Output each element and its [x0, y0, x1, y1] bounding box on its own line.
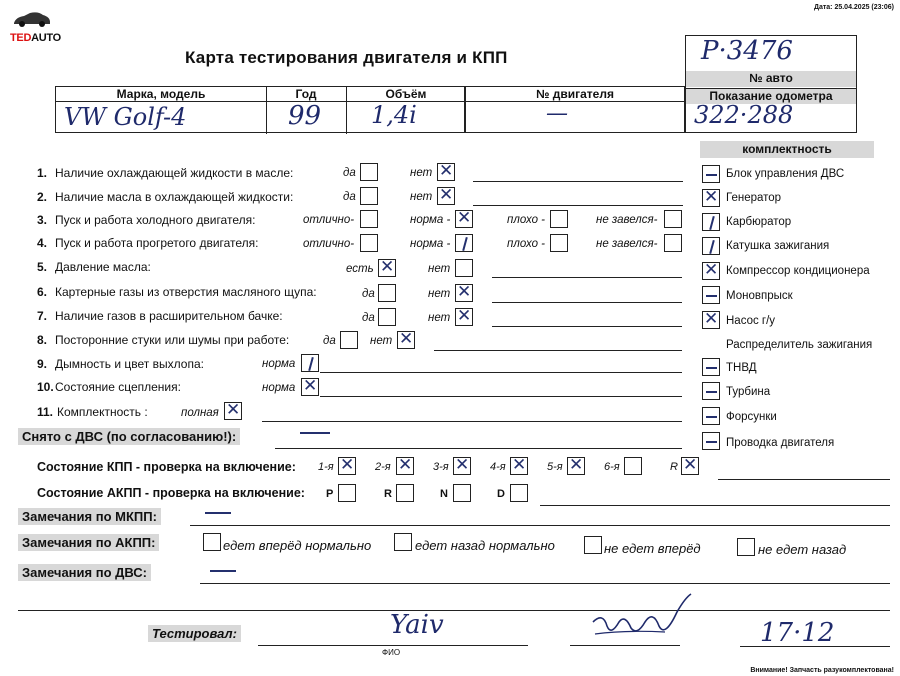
checkbox-q3-excellent[interactable] — [360, 210, 378, 228]
gear-1-checkbox[interactable] — [338, 457, 356, 475]
question-3 — [37, 213, 255, 227]
page-title: Карта тестирования двигателя и КПП — [185, 48, 508, 67]
checkbox-q5-no[interactable] — [455, 259, 473, 277]
q-num: 11. — [37, 405, 54, 419]
divider — [346, 87, 347, 134]
checkbox-q8-yes[interactable] — [340, 331, 358, 349]
mode-d-checkbox[interactable] — [510, 484, 528, 502]
footer-warning: Внимание! Запчасть разукомплектована! — [750, 667, 894, 674]
question-8 — [37, 333, 289, 347]
kit-item-generator: Генератор — [726, 192, 782, 204]
q-text: Пуск и работа прогретого двигателя: — [55, 236, 259, 250]
answer-line — [492, 277, 682, 278]
engine-no-cell — [465, 86, 685, 133]
test-date-value: 17·12 — [760, 618, 835, 648]
gear-label: 4-я — [490, 461, 506, 473]
odometer-value: 322·288 — [694, 101, 794, 129]
q-num: 4. — [37, 236, 48, 250]
q-num: 6. — [37, 285, 48, 299]
checkbox-q6-no[interactable] — [455, 284, 473, 302]
checkbox-q8-no[interactable] — [397, 331, 415, 349]
q-text: Наличие газов в расширительном бачке: — [55, 309, 283, 323]
checkbox-q2-no[interactable] — [437, 187, 455, 205]
q-num: 3. — [37, 213, 48, 227]
akpp-option-label: не едет назад — [758, 542, 847, 557]
tester-name: Yaiv — [390, 610, 444, 640]
checkbox-q6-yes[interactable] — [378, 284, 396, 302]
col-year-header: Год — [266, 87, 346, 102]
kit-item-tnvd: ТНВД — [726, 362, 757, 374]
q-text: Картерные газы из отверстия масляного щупа: — [55, 285, 317, 299]
opt-label: плохо - — [507, 214, 545, 226]
q-text: Посторонние стуки или шумы при работе: — [55, 333, 290, 347]
mode-r-checkbox[interactable] — [396, 484, 414, 502]
gear-6-checkbox[interactable] — [624, 457, 642, 475]
question-6 — [37, 285, 317, 299]
gear-label: 5-я — [547, 461, 563, 473]
checkbox-q2-yes[interactable] — [360, 187, 378, 205]
checkbox-q4-excellent[interactable] — [360, 234, 378, 252]
remarks-mkpp-label: Замечания по МКПП: — [18, 508, 161, 525]
checkbox-q4-nostart[interactable] — [664, 234, 682, 252]
answer-line — [434, 350, 682, 351]
col-engine-header: № двигателя — [466, 87, 684, 102]
kit-checkbox-ac-compressor[interactable] — [702, 262, 720, 280]
gear-label: 6-я — [604, 461, 620, 473]
mode-label: D — [497, 488, 505, 500]
checkbox-q4-normal[interactable] — [455, 234, 473, 252]
akpp-no-reverse-checkbox[interactable] — [737, 538, 755, 556]
opt-label: нет — [428, 288, 451, 300]
akpp-reverse-ok-checkbox[interactable] — [394, 533, 412, 551]
gear-4-checkbox[interactable] — [510, 457, 528, 475]
signature-line — [570, 645, 680, 646]
q-num: 7. — [37, 309, 48, 323]
kit-item-monoinjection: Моновпрыск — [726, 290, 793, 302]
opt-label: да — [362, 288, 375, 300]
answer-line — [492, 326, 682, 327]
answer-line — [540, 505, 890, 506]
opt-label: да — [343, 167, 356, 179]
kit-item-ps-pump: Насос г/у — [726, 315, 776, 327]
q-text: Давление масла: — [55, 260, 151, 274]
question-7 — [37, 309, 283, 323]
kit-checkbox-ps-pump[interactable] — [702, 311, 720, 329]
checkbox-q7-no[interactable] — [455, 308, 473, 326]
checkbox-q1-no[interactable] — [437, 163, 455, 181]
handwritten-dash — [205, 512, 231, 514]
car-no-label: № авто — [686, 71, 856, 87]
gear-r-checkbox[interactable] — [681, 457, 699, 475]
checkbox-q10-normal[interactable] — [301, 378, 319, 396]
opt-label: отлично- — [303, 214, 355, 226]
kit-item-injectors: Форсунки — [726, 411, 777, 423]
brand-auto: AUTO — [31, 32, 61, 44]
akpp-option-label: едет назад нормально — [415, 538, 555, 553]
brand-name — [10, 32, 61, 44]
opt-label: да — [323, 335, 336, 347]
q-num: 5. — [37, 260, 48, 274]
kit-item-coil: Катушка зажигания — [726, 240, 830, 252]
opt-label: отлично- — [303, 238, 355, 250]
make-value: VW Golf-4 — [64, 103, 187, 131]
opt-label: полная — [181, 407, 219, 419]
opt-label: нет — [428, 312, 451, 324]
kit-checkbox-tnvd[interactable] — [702, 358, 720, 376]
q-text: Состояние сцепления: — [55, 380, 181, 394]
kit-checkbox-injectors[interactable] — [702, 407, 720, 425]
question-2 — [37, 190, 293, 204]
checkbox-q5-yes[interactable] — [378, 259, 396, 277]
checkbox-q11-full[interactable] — [224, 402, 242, 420]
opt-label: нет — [428, 263, 451, 275]
question-10 — [37, 380, 181, 394]
removed-label: Снято с ДВС (по согласованию!): — [18, 428, 240, 445]
mode-label: R — [384, 488, 392, 500]
opt-label: плохо - — [507, 238, 545, 250]
car-info-box — [685, 35, 857, 133]
q-text: Пуск и работа холодного двигателя: — [55, 213, 256, 227]
checkbox-q7-yes[interactable] — [378, 308, 396, 326]
remarks-akpp-label: Замечания по АКПП: — [18, 534, 159, 551]
checkbox-q3-normal[interactable] — [455, 210, 473, 228]
question-9 — [37, 357, 204, 371]
q-num: 1. — [37, 166, 48, 180]
handwritten-dash — [300, 432, 330, 434]
answer-line — [18, 610, 890, 611]
gear-2-checkbox[interactable] — [396, 457, 414, 475]
q-num: 10. — [37, 380, 54, 394]
kit-checkbox-generator[interactable] — [702, 189, 720, 207]
date-line — [740, 646, 890, 647]
mode-p-checkbox[interactable] — [338, 484, 356, 502]
car-logo-icon — [12, 10, 52, 28]
opt-label: нет — [410, 167, 433, 179]
opt-label: не завелся- — [596, 214, 658, 226]
kpp-label: Состояние КПП - проверка на включение: — [37, 460, 296, 474]
kit-checkbox-turbine[interactable] — [702, 382, 720, 400]
opt-label: нет — [410, 191, 433, 203]
gear-label: 3-я — [433, 461, 449, 473]
kit-checkbox-wiring[interactable] — [702, 432, 720, 450]
answer-line — [190, 525, 890, 526]
q-num: 2. — [37, 190, 48, 204]
answer-line — [320, 372, 682, 373]
opt-label: нет — [370, 335, 393, 347]
opt-label: норма — [262, 358, 296, 370]
opt-label: да — [343, 191, 356, 203]
checkbox-q9-normal[interactable] — [301, 354, 319, 372]
q-text: Дымность и цвет выхлопа: — [55, 357, 204, 371]
opt-label: есть — [346, 263, 374, 275]
vehicle-table — [55, 86, 465, 133]
question-1 — [37, 166, 293, 180]
kit-checkbox-carburetor[interactable] — [702, 213, 720, 231]
akpp-label: Состояние АКПП - проверка на включение: — [37, 486, 305, 500]
kit-item-turbine: Турбина — [726, 386, 771, 398]
gear-label: 1-я — [318, 461, 334, 473]
q-num: 8. — [37, 333, 48, 347]
answer-line — [275, 448, 682, 449]
checkbox-q4-bad[interactable] — [550, 234, 568, 252]
opt-label: норма - — [410, 214, 451, 226]
opt-label: не завелся- — [596, 238, 658, 250]
odometer-label: Показание одометра — [686, 88, 856, 104]
question-5 — [37, 260, 151, 274]
year-value: 99 — [288, 101, 322, 131]
kit-checkbox-coil[interactable] — [702, 237, 720, 255]
akpp-option-label: едет вперёд нормально — [223, 538, 372, 553]
checkbox-q3-bad[interactable] — [550, 210, 568, 228]
handwritten-dash — [210, 570, 236, 572]
gear-5-checkbox[interactable] — [567, 457, 585, 475]
q-text: Комплектность : — [57, 405, 148, 419]
answer-line — [718, 479, 890, 480]
kit-item-ecu: Блок управления ДВС — [726, 168, 845, 180]
kit-item-wiring: Проводка двигателя — [726, 437, 835, 449]
logo — [6, 6, 66, 46]
kit-item-distributor: Распределитель зажигания — [726, 339, 873, 351]
opt-label: да — [362, 312, 375, 324]
kit-item-carburetor: Карбюратор — [726, 216, 792, 228]
answer-line — [473, 205, 683, 206]
akpp-forward-ok-checkbox[interactable] — [203, 533, 221, 551]
answer-line — [473, 181, 683, 182]
mode-label: N — [440, 488, 448, 500]
col-volume-header: Объём — [346, 87, 466, 102]
kit-title: комплектность — [700, 141, 874, 158]
question-4 — [37, 236, 259, 250]
tested-label: Тестировал: — [148, 625, 241, 642]
remarks-dvs-label: Замечания по ДВС: — [18, 564, 151, 581]
checkbox-q1-yes[interactable] — [360, 163, 378, 181]
kit-checkbox-monoinjection[interactable] — [702, 286, 720, 304]
col-make-header: Марка, модель — [56, 87, 266, 102]
checkbox-q3-nostart[interactable] — [664, 210, 682, 228]
print-date: Дата: 25.04.2025 (23:06) — [813, 4, 894, 11]
car-no-value: Р·3476 — [701, 36, 793, 66]
kit-checkbox-ecu[interactable] — [702, 165, 720, 183]
answer-line — [200, 583, 890, 584]
q-text: Наличие охлаждающей жидкости в масле: — [55, 166, 294, 180]
gear-3-checkbox[interactable] — [453, 457, 471, 475]
kit-item-ac-compressor: Компрессор кондиционера — [726, 265, 870, 277]
brand-ted: TED — [10, 32, 32, 44]
gear-label: R — [670, 461, 678, 473]
q-text: Наличие масла в охлаждающей жидкости: — [55, 190, 294, 204]
mode-n-checkbox[interactable] — [453, 484, 471, 502]
fio-label: ФИО — [382, 648, 401, 657]
volume-value: 1,4i — [371, 101, 417, 129]
opt-label: норма — [262, 382, 296, 394]
akpp-no-forward-checkbox[interactable] — [584, 536, 602, 554]
gear-label: 2-я — [375, 461, 391, 473]
divider — [266, 87, 267, 134]
signature-icon — [585, 592, 700, 650]
opt-label: норма - — [410, 238, 451, 250]
akpp-option-label: не едет вперёд — [604, 541, 701, 556]
answer-line — [262, 421, 682, 422]
signature-line — [258, 645, 528, 646]
question-11 — [37, 405, 148, 419]
mode-label: P — [326, 488, 334, 500]
q-num: 9. — [37, 357, 48, 371]
answer-line — [492, 302, 682, 303]
engine-no-value: — — [546, 101, 568, 126]
answer-line — [320, 396, 682, 397]
